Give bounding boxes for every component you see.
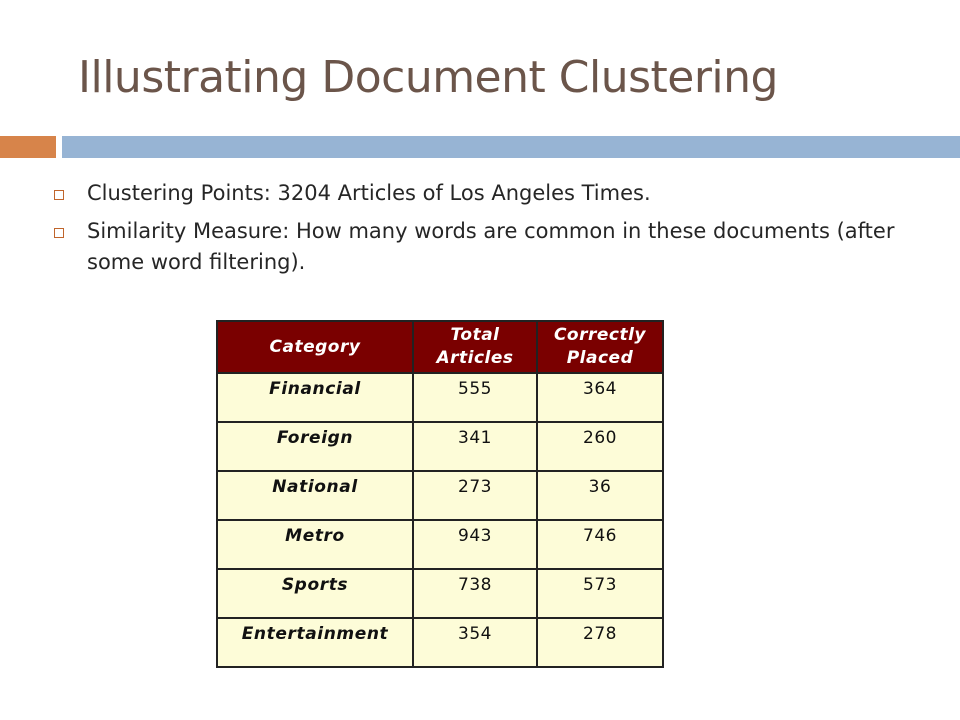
table-row — [217, 471, 663, 520]
title-rule-accent — [0, 136, 56, 158]
cell-category: Entertainment — [217, 618, 413, 667]
cell-correct: 573 — [537, 569, 663, 618]
cell-category: Foreign — [217, 422, 413, 471]
table-row — [217, 422, 663, 471]
bullet-text: Clustering Points: 3204 Articles of Los Angeles Times. — [87, 181, 651, 205]
square-bullet-icon — [54, 190, 64, 200]
cell-correct: 278 — [537, 618, 663, 667]
clustering-results-table — [216, 320, 664, 668]
table-row — [217, 569, 663, 618]
cell-category: Sports — [217, 569, 413, 618]
cell-correct: 364 — [537, 373, 663, 422]
cell-correct: 746 — [537, 520, 663, 569]
cell-total: 943 — [413, 520, 537, 569]
cell-total: 341 — [413, 422, 537, 471]
bullet-text: Similarity Measure: How many words are common in these documents (after some word filtering). — [87, 219, 895, 274]
cell-total: 354 — [413, 618, 537, 667]
cell-total: 555 — [413, 373, 537, 422]
cell-correct: 260 — [537, 422, 663, 471]
cell-correct: 36 — [537, 471, 663, 520]
cell-category: Metro — [217, 520, 413, 569]
bullet-item — [50, 178, 910, 209]
column-header-correct: Correctly Placed — [537, 321, 663, 373]
column-header-category: Category — [217, 321, 413, 373]
column-header-total: Total Articles — [413, 321, 537, 373]
cell-category: National — [217, 471, 413, 520]
bullet-list — [50, 178, 910, 285]
cell-total: 273 — [413, 471, 537, 520]
square-bullet-icon — [54, 228, 64, 238]
table-header-row — [217, 321, 663, 373]
table-row — [217, 373, 663, 422]
slide-title: Illustrating Document Clustering — [78, 52, 778, 103]
cell-category: Financial — [217, 373, 413, 422]
title-rule-bar — [62, 136, 960, 158]
table-row — [217, 520, 663, 569]
bullet-item — [50, 216, 910, 278]
table-row — [217, 618, 663, 667]
cell-total: 738 — [413, 569, 537, 618]
